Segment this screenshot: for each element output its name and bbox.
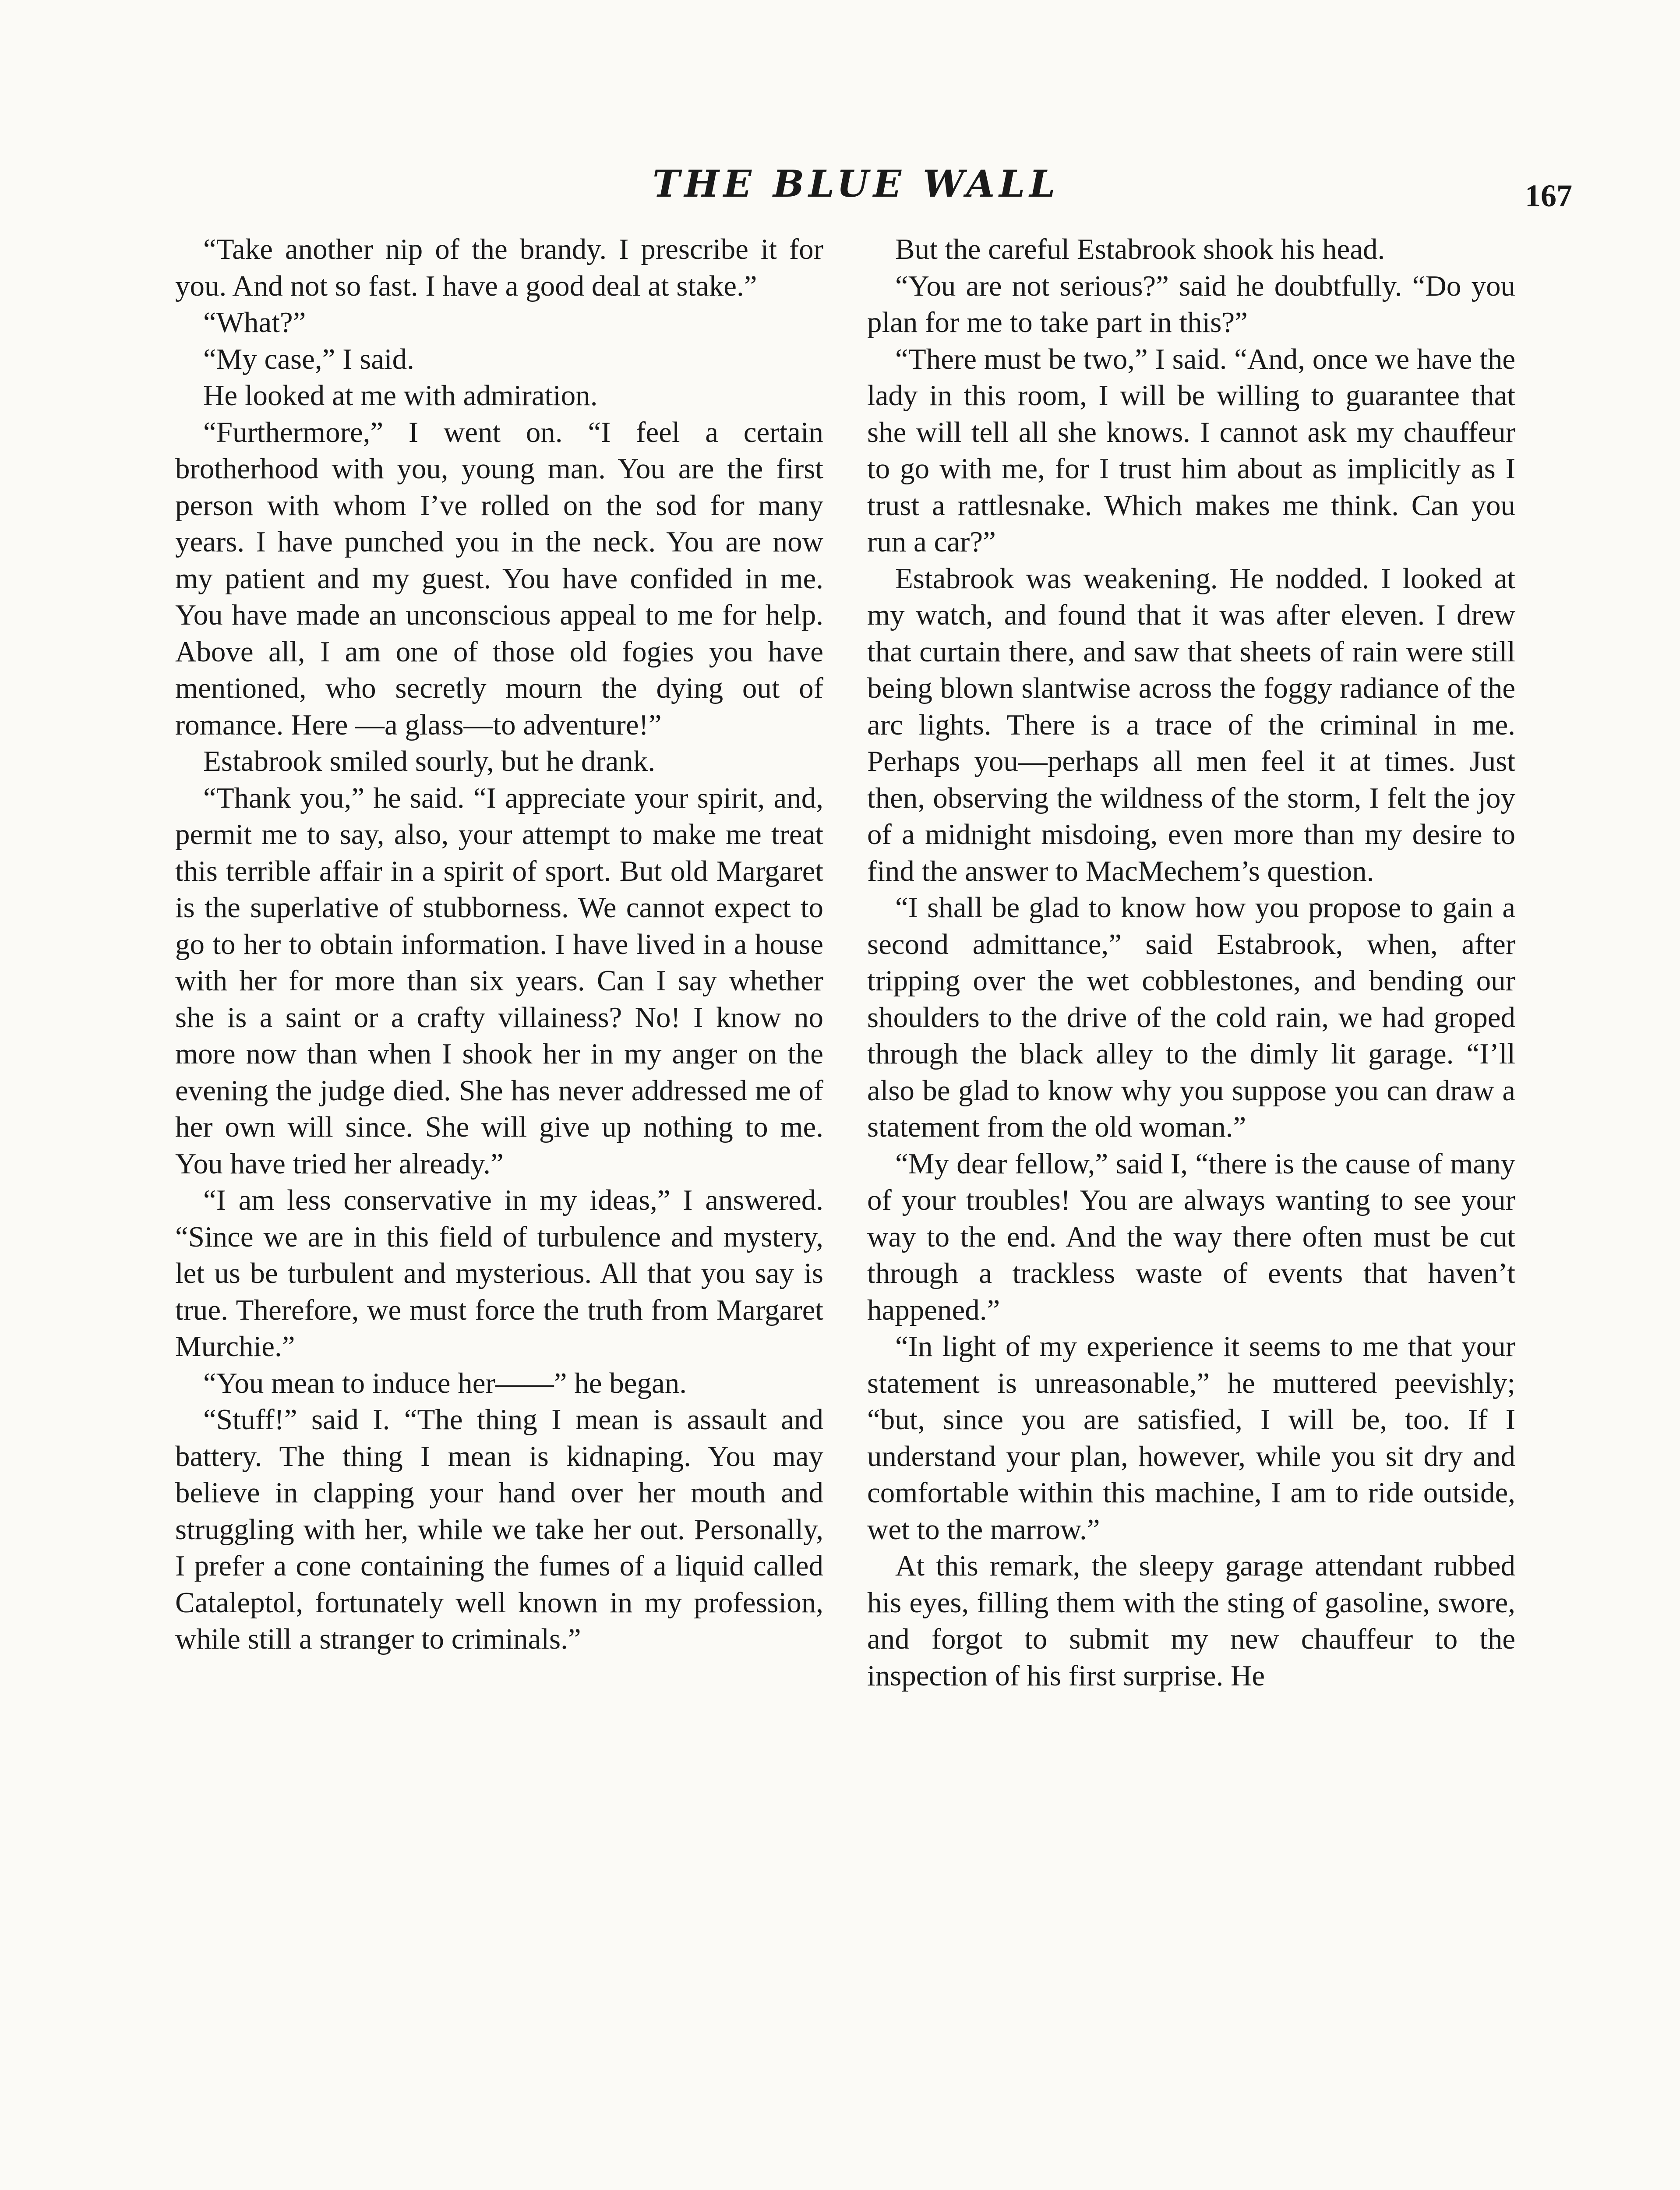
paragraph: “My dear fellow,” said I, “there is the cause of many of your troubles! You are always wanting to see your way to the end. And the way there often must be cut through a trackless waste of events that haven’t happened.” <box>867 1147 1515 1326</box>
paragraph: But the careful Estabrook shook his head. <box>895 233 1385 265</box>
running-title: THE BLUE WALL <box>653 162 1060 205</box>
paragraph: “What?” <box>203 306 306 339</box>
left-column <box>175 231 823 1658</box>
right-column <box>867 231 1515 1694</box>
paragraph: “Take another nip of the brandy. I prescribe it for you. And not so fast. I have a good deal at stake.” <box>175 233 823 302</box>
paragraph: Estabrook was weakening. He nodded. I looked at my watch, and found that it was after eleven. I drew that curtain there, and saw that sheets of rain were still being blown slantwise across the foggy radiance of the arc lights. There is a trace of the criminal in me. Perhaps you—perhaps all men feel it at times. Just then, observing the wildness of the storm, I felt the joy of a midnight misdoing, even more than my desire to find the answer to MacMechem’s question. <box>867 562 1515 887</box>
paragraph: “You are not serious?” said he doubtfully. “Do you plan for me to take part in this?” <box>867 269 1515 339</box>
page-number: 167 <box>1525 178 1572 213</box>
paragraph: He looked at me with admiration. <box>203 379 598 412</box>
paragraph: “I shall be glad to know how you propose to gain a second admittance,” said Estabrook, when, after tripping over the wet cobblestones, and bending our shoulders to the drive of the cold rain, we had groped through the black alley to the dimly lit garage. “I’ll also be glad to know why you suppose you can draw a statement from the old woman.” <box>867 891 1515 1143</box>
paragraph: “In light of my experience it seems to me that your statement is unreasonable,” he muttered peevishly; “but, since you are satisfied, I will be, too. If I understand your plan, however, while you sit dry and comfortable within this machine, I am to ride outside, wet to the marrow.” <box>867 1330 1515 1546</box>
paragraph: “Furthermore,” I went on. “I feel a certain brotherhood with you, young man. You are the first person with whom I’ve rolled on the sod for many years. I have punched you in the neck. You are now my patient and my guest. You have confided in me. You have made an unconscious appeal to me for help. Above all, I am one of those old fogies you have mentioned, who secretly mourn the dying out of romance. Here —a glass—to adventure!” <box>175 416 823 741</box>
paragraph: “I am less conservative in my ideas,” I answered. “Since we are in this field of turbulence and mystery, let us be turbulent and mysterious. All that you say is true. Therefore, we must force the truth from Margaret Murchie.” <box>175 1184 823 1363</box>
paragraph: “You mean to induce her——” he began. <box>203 1367 687 1399</box>
paragraph: At this remark, the sleepy garage attendant rubbed his eyes, filling them with the sting of gasoline, swore, and forgot to submit my new chauffeur to the inspection of his first surprise. He <box>867 1550 1515 1692</box>
paragraph: “Stuff!” said I. “The thing I mean is assault and battery. The thing I mean is kidnaping. You may believe in clapping your hand over her mouth and struggling with her, while we take her out. Personally, I prefer a cone containing the fumes of a liquid called Cataleptol, fortunately well known in my profession, while still a stranger to criminals.” <box>175 1403 823 1655</box>
paragraph: “There must be two,” I said. “And, once we have the lady in this room, I will be willing to guarantee that she will tell all she knows. I cannot ask my chauffeur to go with me, for I trust him about as implicitly as I trust a rattlesnake. Which makes me think. Can you run a car?” <box>867 343 1515 558</box>
paragraph: Estabrook smiled sourly, but he drank. <box>203 745 656 777</box>
paragraph: “My case,” I said. <box>203 343 414 375</box>
paragraph: “Thank you,” he said. “I appreciate your spirit, and, permit me to say, also, your attempt to make me treat this terrible affair in a spirit of sport. But old Margaret is the superlative of stubborness. We cannot expect to go to her to obtain information. I have lived in a house with her for more than six years. Can I say whether she is a saint or a crafty villainess? No! I know no more now than when I shook her in my anger on the evening the judge died. She has never addressed me of her own will since. She will give up nothing to me. You have tried her already.” <box>175 781 823 1180</box>
